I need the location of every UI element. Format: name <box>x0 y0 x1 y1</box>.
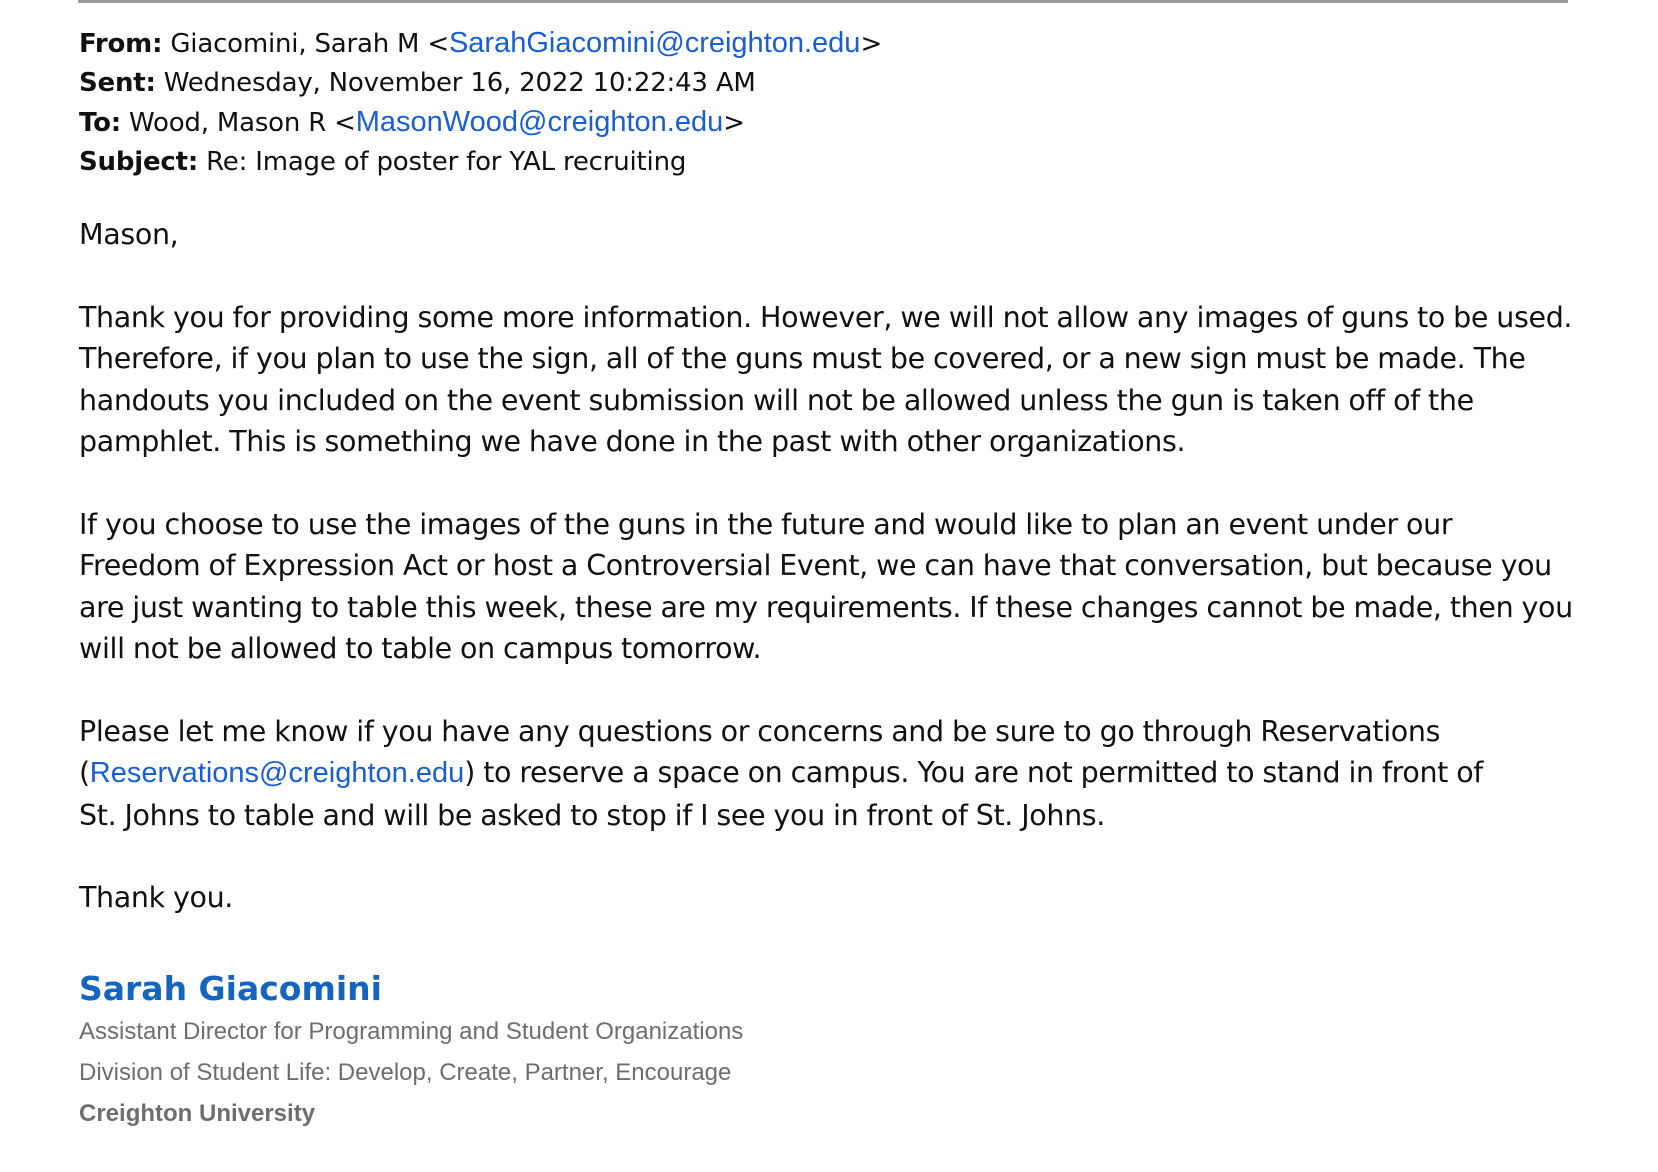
paragraph-2-line: will not be allowed to table on campus tomorrow. <box>79 632 762 665</box>
to-email-link[interactable]: MasonWood@creighton.edu <box>355 106 724 138</box>
paragraph-1-line: Therefore, if you plan to use the sign, all of the guns must be covered, or a new sign must be made. The <box>79 342 1526 375</box>
sent-label: Sent: <box>79 68 156 98</box>
reservations-email-link[interactable]: Reservations@creighton.edu <box>89 757 465 789</box>
paragraph-2-line: Freedom of Expression Act or host a Controversial Event, we can have that conversation, but because you <box>79 549 1552 582</box>
paragraph-2-line: are just wanting to table this week, these are my requirements. If these changes cannot be made, then you <box>79 590 1573 624</box>
to-label: To: <box>79 108 121 138</box>
to-name: Wood, Mason R < <box>129 108 356 138</box>
to-line <box>79 103 1639 143</box>
paragraph-1 <box>79 297 1639 463</box>
paragraph-3-line <box>79 752 1639 795</box>
signature-organization: Creighton University <box>79 1099 316 1127</box>
to-close: > <box>723 108 745 138</box>
open-paren: ( <box>79 756 90 789</box>
signature-name: Sarah Giacomini <box>79 968 382 1008</box>
email-message <box>79 24 1639 1134</box>
paragraph-3-line: St. Johns to table and will be asked to stop if I see you in front of St. Johns. <box>79 798 1105 832</box>
subject-line <box>79 143 1639 182</box>
from-name: Giacomini, Sarah M < <box>170 29 449 59</box>
paragraph-2 <box>79 504 1639 670</box>
from-line <box>79 24 1639 64</box>
paragraph-1-line: pamphlet. This is something we have done in the past with other organizations. <box>79 425 1186 458</box>
subject-label: Subject: <box>79 147 199 177</box>
signature-title: Assistant Director for Programming and Student Organizations <box>79 1017 744 1045</box>
subject-value: Re: Image of poster for YAL recruiting <box>206 147 687 177</box>
paragraph-3 <box>79 711 1639 837</box>
from-close: > <box>860 29 883 59</box>
greeting: Mason, <box>79 218 179 251</box>
from-label: From: <box>79 29 163 59</box>
from-email-link[interactable]: SarahGiacomini@creighton.edu <box>448 27 861 59</box>
sent-line <box>79 64 1639 103</box>
closing: Thank you. <box>79 881 233 914</box>
paragraph-1-line: handouts you included on the event submission will not be allowed unless the gun is taken off of the <box>79 383 1474 417</box>
signature-division: Division of Student Life: Develop, Create, Partner, Encourage <box>79 1058 732 1086</box>
top-divider <box>78 0 1568 3</box>
paragraph-3-line-rest: ) to reserve a space on campus. You are not permitted to stand in front of <box>464 756 1483 789</box>
sent-value: Wednesday, November 16, 2022 10:22:43 AM <box>163 68 756 98</box>
paragraph-1-line: Thank you for providing some more information. However, we will not allow any images of guns to be used. <box>79 300 1573 334</box>
email-headers <box>79 24 1639 182</box>
signature-block <box>79 967 1639 1134</box>
paragraph-3-line: Please let me know if you have any questions or concerns and be sure to go through Reservations <box>79 714 1441 748</box>
paragraph-2-line: If you choose to use the images of the guns in the future and would like to plan an event under our <box>79 507 1453 541</box>
